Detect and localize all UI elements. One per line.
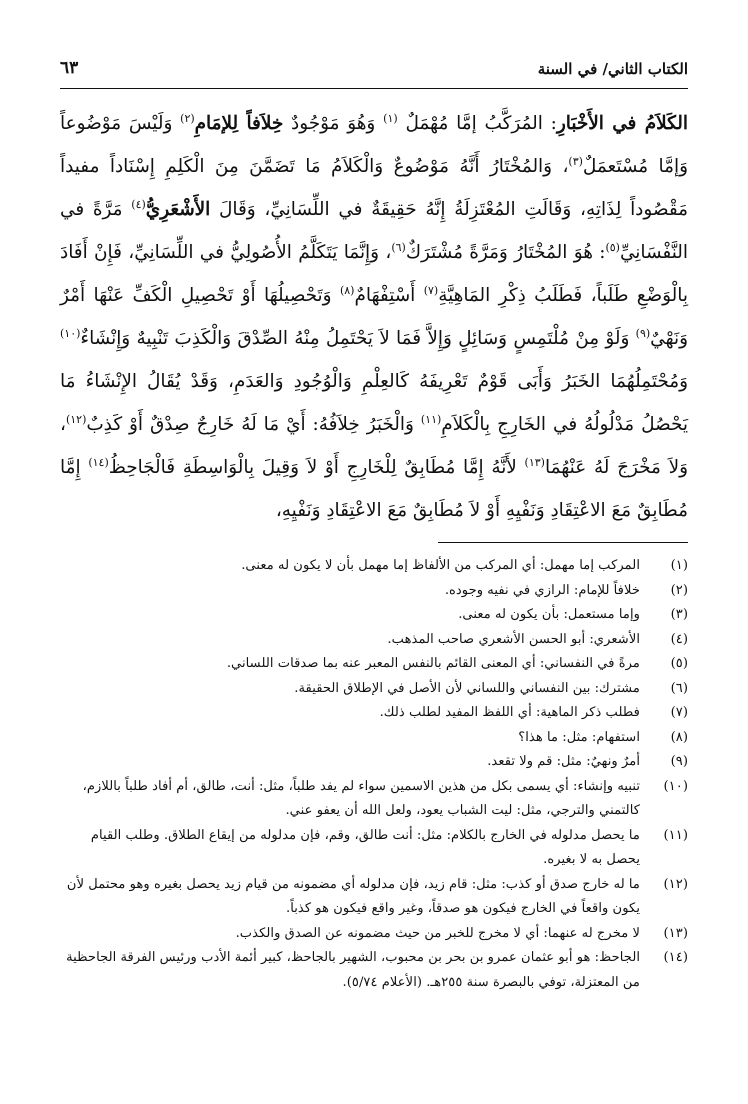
paragraph xyxy=(60,102,688,532)
emphasis-text: الأَشْعَرِيُّ xyxy=(145,199,211,220)
footnote xyxy=(60,579,688,604)
footnote-ref: (٧) xyxy=(423,283,439,297)
footnote-number: (٤) xyxy=(670,631,688,647)
text-run: ، وَالمُخْتَارُ أَنَّهُ مَوْضُوعٌ وَالْكَلاَمُ مَا تَضَمَّنَ مِنَ الْكَلِمِ إِسْنَاداً مفيداً مَقْصُوداً لِذَاتِهِ، وَقَالَتِ المُعْتَزِلَةُ إِنَّهُ حَقِيقَةٌ في اللِّسَانِيِّ، وَقَالَ xyxy=(60,156,688,220)
footnote-ref: (٣) xyxy=(568,154,583,168)
text-run: ، وَلاَ مَخْرَجَ لَهُ عَنْهُمَا xyxy=(60,414,688,478)
text-run: : هُوَ المُخْتَارُ وَمَرَّةً مُشْتَرَكٌ xyxy=(405,242,606,263)
footnote xyxy=(60,824,688,873)
footnote-text: ما يحصل مدلوله في الخارج بالكلام: مثل: أنت طالق، وقم، فإن مدلوله من إيقاع الطلاق. وطلب القيام يحصل به لا بغيره. xyxy=(90,827,640,867)
footnote-ref: (٩) xyxy=(635,326,651,340)
footnote xyxy=(60,554,688,579)
footnote-ref: (١٢) xyxy=(65,412,87,426)
text-run: وَالْخَبَرُ خِلاَفُهُ: أَيْ مَا لَهُ خَارِجٌ صِدْقٌ أَوْ كَذِبٌ xyxy=(86,414,414,435)
footnote-number: (٨) xyxy=(670,729,688,745)
text-run: مَرَّةً في النَّفْسَانِيِّ xyxy=(60,199,688,263)
text-run: وَتَحْصِيلُهَا أَوْ تَحْصِيلِ الْكَفِّ عَنْهَا أَمْرٌ وَنَهْيٌ xyxy=(60,285,688,349)
footnote xyxy=(60,775,688,824)
footnote-ref: (١) xyxy=(383,111,398,125)
footnote-ref: (٢) xyxy=(180,111,195,125)
footnote-number: (١٤) xyxy=(663,950,688,965)
text-run: : المُرَكَّبُ إمَّا مُهْمَلٌ xyxy=(405,113,557,134)
footnote-ref: (٤) xyxy=(131,197,146,211)
footnote-number: (٩) xyxy=(670,754,688,769)
footnote xyxy=(60,677,688,702)
footnote-text: فطلب ذكر الماهية: أي اللفظ المفيد لطلب ذلك. xyxy=(379,705,640,720)
main-text xyxy=(60,102,688,532)
header-rule xyxy=(60,88,688,89)
page-header xyxy=(60,56,688,86)
footnote-text: تنبيه وإنشاء: أي يسمى بكل من هذين الاسمين سواء لم يفد طلباً، مثل: أنت، طالق، أم أفاد طلباً باللازم، كالتمني والترجي، مثل: ليت الشباب يعود، ولعل الله أن يعفو عني. xyxy=(82,778,640,818)
footnote-text: المركب إما مهمل: أي المركب من الألفاظ إما مهمل بأن لا يكون له معنى. xyxy=(241,558,640,573)
footnote-number: (٢) xyxy=(670,582,688,598)
footnote-ref: (١٤) xyxy=(88,455,109,469)
text-run: ، وَإِنَّمَا يَتَكَلَّمُ الأُصُولِيُّ في اللِّسَانِيِّ، فَإِنْ أَفَادَ بِالْوَضْعِ طَلَباً، فَطَلَبُ ذِكْرِ المَاهِيَّةِ xyxy=(60,242,688,306)
footnotes xyxy=(60,554,688,995)
footnote-text: وإما مستعمل: بأن يكون له معنى. xyxy=(458,607,640,622)
page-number: ٦٣ xyxy=(60,58,79,78)
text-run: وَمُحْتَمِلُهُمَا الخَبَرُ وَأَبَى قَوْمٌ تَعْرِيفَهُ كَالعِلْمِ وَالْوُجُودِ وَالعَدَمِ، وَقَدْ يُقَالُ الإِنْشَاءُ مَا يَحْصُلُ مَدْلُولُهُ في الخَارِجِ بِالْكَلاَمِ xyxy=(60,371,688,435)
footnote xyxy=(60,726,688,751)
footnote-text: ما له خارج صدق أو كذب: مثل: قام زيد، فإن مدلوله أي مضمونه من قيام زيد يحصل بغيره وهو محتمل لأن يكون واقعاً في الخارج فيكون هو صدقاً، وغير واقع فيكون هو كذباً. xyxy=(66,876,640,916)
footnote xyxy=(60,922,688,947)
footnote xyxy=(60,946,688,995)
footnote-number: (١٣) xyxy=(663,925,688,941)
footnote xyxy=(60,628,688,653)
footnote-number: (١) xyxy=(670,558,688,573)
footnote-ref: (٨) xyxy=(339,283,355,297)
text-run: لأَنَّهُ إِمَّا مُطَابِقٌ لِلْخَارِجِ أَوْ لاَ وَقِيلَ بِالْوَاسِطَةِ فَالْجَاحِظُ xyxy=(108,457,517,478)
text-run: وَهُوَ مَوْجُودٌ xyxy=(291,113,376,134)
footnote-text: مشترك: بين النفساني واللساني لأن الأصل في الإطلاق الحقيقة. xyxy=(294,680,640,696)
text-run: وَلَيْسَ مَوْضُوعاً وَإمَّا مُسْتَعمَلٌ xyxy=(60,113,688,177)
emphasis-text: خِلاَفاً لِلإمَامِ xyxy=(194,113,284,134)
footnote-number: (٧) xyxy=(670,705,688,720)
footnote-text: الجاحظ: هو أبو عثمان عمرو بن بحر بن محبوب، الشهير بالجاحظ، كبير أئمة الأدب ورئيس الفرقة الجاحظية من المعتزلة، توفي بالبصرة سنة ٢٥٥هـ. (الأعلام ٥/٧٤). xyxy=(66,950,640,990)
footnote-separator xyxy=(438,542,688,543)
footnote-number: (١١) xyxy=(663,827,688,843)
footnote-ref: (٦) xyxy=(391,240,406,254)
footnote xyxy=(60,603,688,628)
footnote-text: مرةً في النفساني: أي المعنى القائم بالنفس المعبر عنه بما صدقات اللساني. xyxy=(226,656,640,671)
footnote-text: أمرٌ ونهيٌ: مثل: قم ولا تقعد. xyxy=(487,754,640,769)
footnote-text: الأشعري: أبو الحسن الأشعري صاحب المذهب. xyxy=(387,631,640,647)
footnote-number: (٣) xyxy=(670,607,688,622)
footnote-number: (٥) xyxy=(670,656,688,671)
section-heading: الكَلاَمُ في الأَخْبَارِ xyxy=(556,113,688,134)
footnote xyxy=(60,701,688,726)
footnote-text: لا مخرج له عنهما: أي لا مخرج للخبر من حيث مضمونه عن الصدق والكذب. xyxy=(235,925,640,941)
footnote-number: (٦) xyxy=(670,680,688,696)
text-run: أَسْتِفْهَامٌ xyxy=(354,285,416,306)
text-run: وَلَوْ مِنْ مُلْتَمِسٍ وَسَائِلٍ وَإِلاَّ فَمَا لاَ يَحْتَمِلُ مِنْهُ الصِّدْقَ وَالْكَذِبَ تَنْبِيهٌ وَإِنْشَاءٌ xyxy=(80,328,630,349)
footnote-ref: (١٠) xyxy=(60,326,81,340)
footnote-ref: (٥) xyxy=(605,240,620,254)
footnote-number: (١٠) xyxy=(663,778,688,794)
text-run: إِمَّا مُطَابِقٌ مَعَ الاعْتِقَادِ وَنَفْيِهِ أَوْ لاَ مُطَابِقٌ مَعَ الاعْتِقَادِ وَنَفْيِهِ، xyxy=(60,457,688,521)
footnote-number: (١٢) xyxy=(663,876,688,892)
running-head: الكتاب الثاني/ في السنة xyxy=(537,60,688,78)
footnote-ref: (١١) xyxy=(420,412,442,426)
footnote xyxy=(60,873,688,922)
footnote-text: استفهام: مثل: ما هذا؟ xyxy=(518,729,640,745)
footnote xyxy=(60,652,688,677)
footnote xyxy=(60,750,688,775)
footnote-text: خلافاً للإمام: الرازي في نفيه وجوده. xyxy=(444,582,640,598)
footnote-ref: (١٣) xyxy=(524,455,545,469)
